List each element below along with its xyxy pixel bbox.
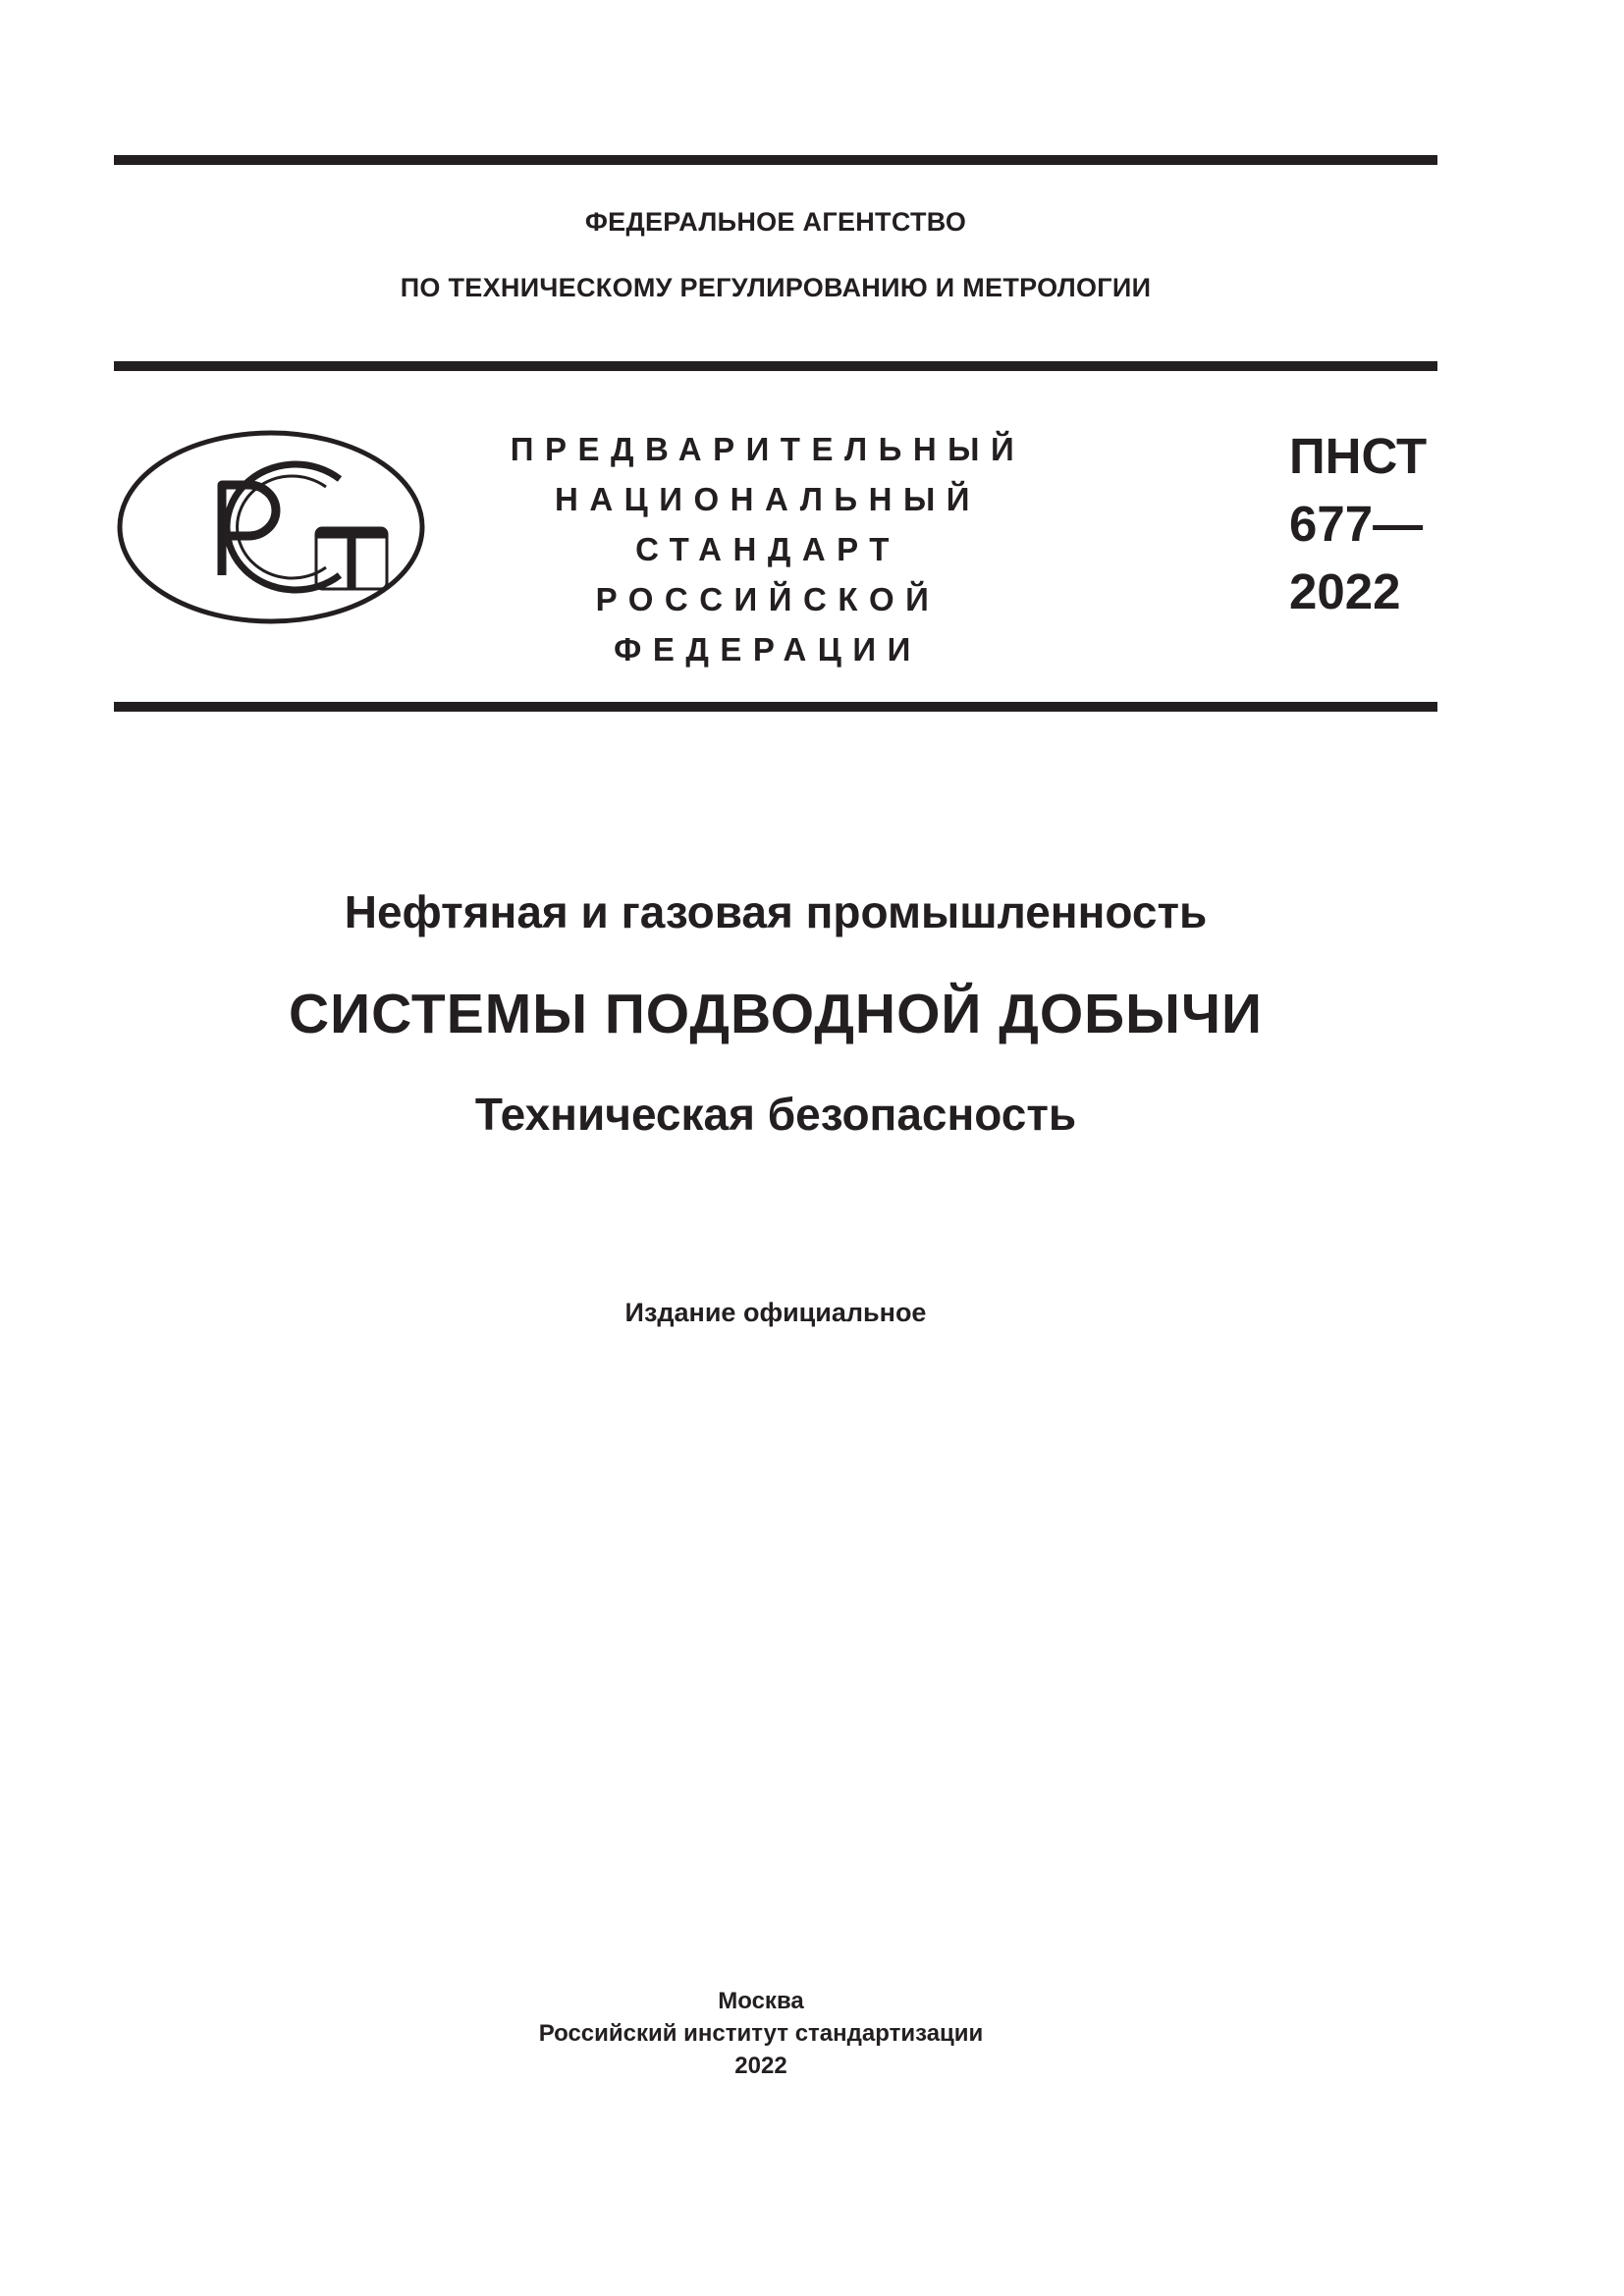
- standard-type: [473, 424, 1062, 674]
- standard-number: [1289, 422, 1427, 625]
- standard-number-prefix: ПНСТ: [1289, 428, 1428, 484]
- publisher-footer: [0, 1985, 1522, 2082]
- standard-number-code: 677—: [1289, 496, 1424, 552]
- standard-type-line: СТАНДАРТ: [635, 531, 900, 567]
- agency-name-line-2: ПО ТЕХНИЧЕСКОМУ РЕГУЛИРОВАНИЮ И МЕТРОЛОГИИ: [400, 273, 1152, 302]
- document-title-industry: Нефтяная и газовая промышленность: [344, 886, 1208, 937]
- rst-emblem-icon: [116, 428, 426, 626]
- document-subtitle: Техническая безопасность: [474, 1089, 1077, 1140]
- publisher-name: Российский институт стандартизации: [538, 2020, 984, 2047]
- standard-type-line: НАЦИОНАЛЬНЫЙ: [555, 481, 981, 517]
- header-bottom-rule: [114, 702, 1437, 712]
- agency-name-line-1: ФЕДЕРАЛЬНОЕ АГЕНТСТВО: [584, 207, 967, 237]
- standard-number-year: 2022: [1289, 563, 1401, 619]
- publisher-city: Москва: [718, 1988, 804, 2014]
- edition-label: Издание официальное: [624, 1298, 927, 1327]
- standard-type-line: ПРЕДВАРИТЕЛЬНЫЙ: [510, 431, 1026, 467]
- document-title-main: СИСТЕМЫ ПОДВОДНОЙ ДОБЫЧИ: [289, 983, 1263, 1045]
- top-rule: [114, 155, 1437, 165]
- standard-type-line: РОССИЙСКОЙ: [595, 581, 941, 617]
- header-rule: [114, 361, 1437, 371]
- publication-year: 2022: [734, 2053, 787, 2079]
- standard-type-line: ФЕДЕРАЦИИ: [614, 631, 922, 667]
